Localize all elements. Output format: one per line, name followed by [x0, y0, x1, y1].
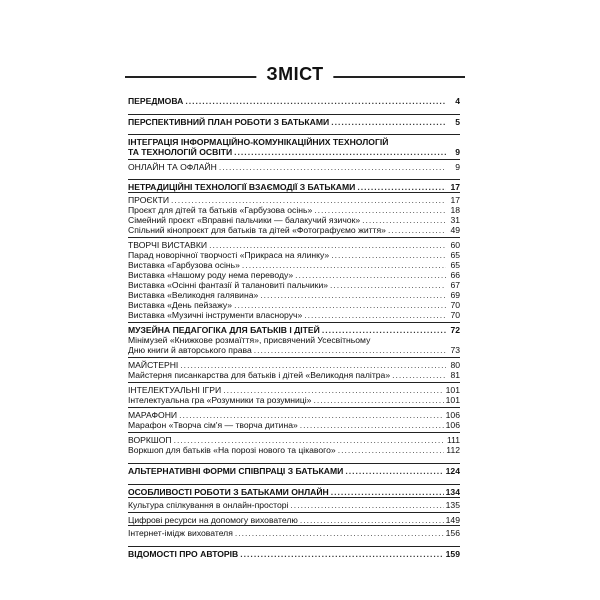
toc-entry[interactable]: [128, 250, 460, 260]
toc-entry-title: Виставка «Великодня галявина»: [128, 290, 259, 300]
toc-entry-title: ІНТЕЛЕКТУАЛЬНІ ІГРИ: [128, 385, 222, 395]
toc-entry-title: Воркшоп для батьків «На порозі нового та цікавого»: [128, 445, 336, 455]
toc-entry[interactable]: [128, 179, 460, 192]
toc-entry[interactable]: [128, 407, 460, 420]
toc-entry[interactable]: [128, 205, 460, 215]
toc-entry-title: АЛЬТЕРНАТИВНІ ФОРМИ СПІВПРАЦІ З БАТЬКАМИ: [128, 466, 344, 476]
toc-entry-title: Дню книги й авторського права: [128, 345, 252, 355]
dot-leader: [362, 215, 446, 225]
toc-entry[interactable]: [128, 382, 460, 395]
dot-leader: [331, 487, 444, 497]
toc-entry-page: 135: [445, 500, 460, 510]
dot-leader: [174, 435, 445, 445]
toc-entry-page: 70: [450, 310, 460, 320]
toc-entry[interactable]: [128, 225, 460, 235]
toc-entry-page: 106: [445, 420, 460, 430]
toc-entry[interactable]: [128, 335, 460, 355]
toc-entry[interactable]: [128, 445, 460, 455]
toc-entry-page: 72: [450, 325, 460, 335]
toc-entry-page: 81: [450, 370, 460, 380]
toc-entry-title: Спільний кінопроєкт для батьків та дітей «Фотографуємо життя»: [128, 225, 386, 235]
toc-entry-title: Проєкт для дітей та батьків «Гарбузова осінь»: [128, 205, 313, 215]
toc-entry-title: Виставка «Осінні фантазії й талановиті пальчики»: [128, 280, 329, 290]
dot-leader: [180, 360, 446, 370]
toc-entry-title: Культура спілкування в онлайн-просторі: [128, 500, 289, 510]
toc-entry-page: 73: [450, 345, 460, 355]
dot-leader: [223, 385, 443, 395]
dot-leader: [185, 96, 446, 106]
toc-entry-title: ПРОЄКТИ: [128, 195, 170, 205]
toc-entry-page: 9: [455, 147, 460, 157]
toc-entry-page: 106: [445, 410, 460, 420]
dot-leader: [357, 182, 446, 192]
toc-entry-title: Виставка «Музичні інструменти власноруч»: [128, 310, 303, 320]
toc-entry-page: 66: [450, 270, 460, 280]
toc-entry-page: 124: [445, 466, 460, 476]
toc-entry[interactable]: [128, 432, 460, 445]
toc-entry[interactable]: [128, 512, 460, 525]
page-title: ЗМІСТ: [256, 64, 333, 85]
toc-entry[interactable]: [128, 497, 460, 510]
toc-entry-page: 134: [445, 487, 460, 497]
toc-entry-page: 9: [455, 162, 460, 172]
toc-entry-title: ПЕРЕДМОВА: [128, 96, 184, 106]
toc-entry-page: 69: [450, 290, 460, 300]
toc-entry-title: Марафон «Творча сім'я — творча дитина»: [128, 420, 298, 430]
toc-entry-title: ОСОБЛИВОСТІ РОБОТИ З БАТЬКАМИ ОНЛАЙН: [128, 487, 329, 497]
toc-entry-title: НЕТРАДИЦІЙНІ ТЕХНОЛОГІЇ ВЗАЄМОДІЇ З БАТЬКАМИ: [128, 182, 356, 192]
toc-entry-page: 65: [450, 260, 460, 270]
toc-entry[interactable]: [128, 270, 460, 280]
toc-entry-title-line1: Мінімузей «Книжкове розмаїття», присвячений Усесвітньому: [128, 335, 371, 345]
toc-entry[interactable]: [128, 310, 460, 320]
toc-entry-page: 111: [446, 435, 460, 445]
toc-entry[interactable]: [128, 290, 460, 300]
dot-leader: [338, 445, 445, 455]
toc-entry[interactable]: [128, 237, 460, 250]
dot-leader: [388, 225, 446, 235]
toc-entry-page: 5: [455, 117, 460, 127]
dot-leader: [209, 240, 446, 250]
toc-entry[interactable]: [128, 96, 460, 106]
dot-leader: [235, 528, 444, 538]
dot-leader: [179, 410, 444, 420]
dot-leader: [234, 147, 446, 157]
toc-entry-page: 67: [450, 280, 460, 290]
dot-leader: [314, 205, 446, 215]
toc-entry[interactable]: [128, 395, 460, 405]
toc-header: [125, 66, 465, 88]
dot-leader: [300, 420, 444, 430]
toc-entry[interactable]: [128, 484, 460, 497]
toc-entry[interactable]: [128, 357, 460, 370]
dot-leader: [322, 325, 446, 335]
toc-entry-title: Інтернет-імідж вихователя: [128, 528, 233, 538]
dot-leader: [260, 290, 446, 300]
toc-entry[interactable]: [128, 215, 460, 225]
toc-entry-page: 60: [450, 240, 460, 250]
dot-leader: [313, 395, 443, 405]
toc-entry[interactable]: [128, 260, 460, 270]
toc-entry[interactable]: [128, 159, 460, 172]
dot-leader: [171, 195, 446, 205]
toc-entry-title: Виставка «Нашому роду нема переводу»: [128, 270, 294, 280]
dot-leader: [330, 280, 446, 290]
toc-entry-page: 156: [445, 528, 460, 538]
dot-leader: [300, 515, 444, 525]
toc-entry-page: 80: [450, 360, 460, 370]
toc-entry[interactable]: [128, 463, 460, 476]
toc-entry[interactable]: [128, 300, 460, 310]
dot-leader: [295, 270, 446, 280]
toc-entry[interactable]: [128, 420, 460, 430]
dot-leader: [219, 162, 446, 172]
table-of-contents: [128, 96, 460, 559]
toc-entry-title: ТА ТЕХНОЛОГІЙ ОСВІТИ: [128, 147, 233, 157]
toc-entry-title: ТВОРЧІ ВИСТАВКИ: [128, 240, 208, 250]
dot-leader: [240, 549, 443, 559]
dot-leader: [254, 345, 446, 355]
toc-entry[interactable]: [128, 322, 460, 335]
dot-leader: [392, 370, 446, 380]
dot-leader: [304, 310, 446, 320]
toc-entry-title: Сімейний проєкт «Вправні пальчики — балакучий язичок»: [128, 215, 361, 225]
toc-entry-title: Інтелектуальна гра «Розумники та розумниці»: [128, 395, 312, 405]
toc-entry[interactable]: [128, 114, 460, 127]
toc-entry-page: 31: [450, 215, 460, 225]
toc-entry-title: МАЙСТЕРНІ: [128, 360, 179, 370]
dot-leader: [331, 250, 446, 260]
toc-entry-page: 149: [445, 515, 460, 525]
toc-entry-page: 101: [445, 395, 460, 405]
dot-leader: [234, 300, 446, 310]
dot-leader: [242, 260, 446, 270]
toc-entry-page: 65: [450, 250, 460, 260]
toc-entry-page: 49: [450, 225, 460, 235]
toc-entry-title: Майстерня писанкарства для батьків і дітей «Великодня палітра»: [128, 370, 391, 380]
dot-leader: [345, 466, 443, 476]
toc-entry-title-line1: ІНТЕГРАЦІЯ ІНФОРМАЦІЙНО-КОМУНІКАЦІЙНИХ ТЕХНОЛОГІЙ: [128, 137, 389, 147]
toc-entry-page: 159: [445, 549, 460, 559]
toc-entry-page: 70: [450, 300, 460, 310]
toc-entry-page: 101: [445, 385, 460, 395]
toc-entry-page: 17: [450, 195, 460, 205]
toc-entry-title: ВОРКШОП: [128, 435, 172, 445]
toc-entry-title: Виставка «День пейзажу»: [128, 300, 233, 310]
toc-entry-page: 112: [446, 445, 460, 455]
toc-entry[interactable]: [128, 546, 460, 559]
toc-entry-title: Парад новорічної творчості «Прикраса на ялинку»: [128, 250, 330, 260]
toc-entry-title: МУЗЕЙНА ПЕДАГОГІКА ДЛЯ БАТЬКІВ І ДІТЕЙ: [128, 325, 320, 335]
toc-entry[interactable]: [128, 370, 460, 380]
dot-leader: [290, 500, 443, 510]
toc-entry-page: 18: [450, 205, 460, 215]
toc-entry[interactable]: [128, 134, 460, 157]
toc-entry-title: МАРАФОНИ: [128, 410, 178, 420]
toc-entry[interactable]: [128, 525, 460, 538]
toc-entry-page: 4: [455, 96, 460, 106]
toc-entry-title: ОНЛАЙН ТА ОФЛАЙН: [128, 162, 217, 172]
toc-entry-title: Цифрові ресурси на допомогу вихователю: [128, 515, 298, 525]
dot-leader: [331, 117, 446, 127]
toc-entry-title: ПЕРСПЕКТИВНИЙ ПЛАН РОБОТИ З БАТЬКАМИ: [128, 117, 330, 127]
toc-entry[interactable]: [128, 192, 460, 205]
toc-entry-title: ВІДОМОСТІ ПРО АВТОРІВ: [128, 549, 239, 559]
toc-entry[interactable]: [128, 280, 460, 290]
toc-entry-title: Виставка «Гарбузова осінь»: [128, 260, 240, 270]
toc-entry-page: 17: [450, 182, 460, 192]
